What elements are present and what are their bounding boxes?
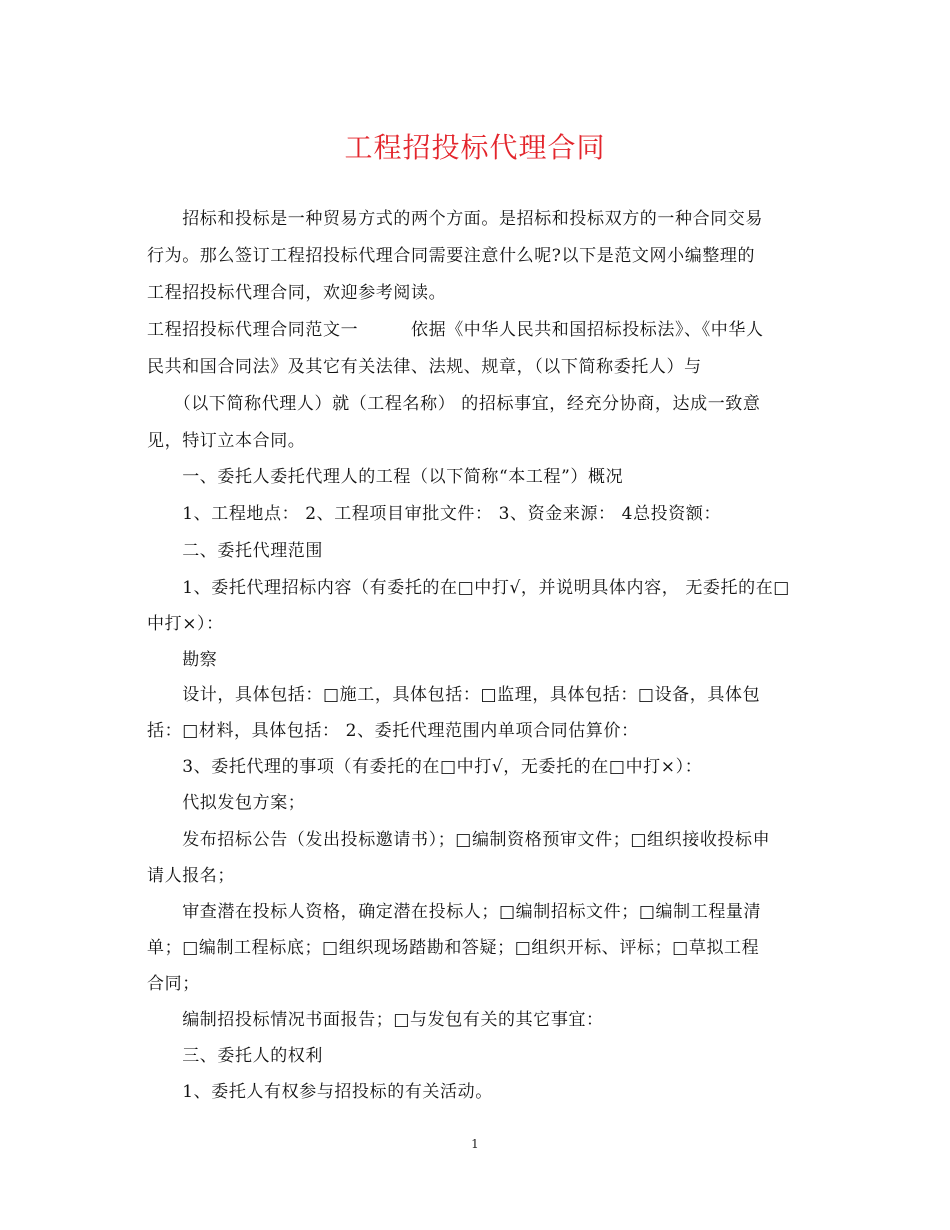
- body-line: 括：□材料，具体包括： 2、委托代理范围内单项合同估算价：: [147, 721, 639, 741]
- body-line: 1、工程地点： 2、工程项目审批文件： 3、资金来源： 4总投资额：: [147, 504, 722, 524]
- body-line: 二、委托代理范围: [147, 541, 323, 561]
- body-line: 代拟发包方案；: [147, 793, 306, 813]
- body-line: 勘察: [147, 650, 218, 670]
- body-line: 招标和投标是一种贸易方式的两个方面。是招标和投标双方的一种合同交易: [147, 209, 763, 229]
- body-line: 编制招投标情况书面报告；□与发包有关的其它事宜：: [147, 1010, 604, 1030]
- document-title: 工程招投标代理合同: [344, 131, 606, 164]
- body-line: 请人报名；: [147, 866, 235, 886]
- body-line: 3、委托代理的事项（有委托的在□中打√，无委托的在□中打×）：: [147, 757, 703, 777]
- body-line: 1、委托代理招标内容（有委托的在□中打√，并说明具体内容， 无委托的在□: [147, 578, 790, 598]
- body-line: 行为。那么签订工程招投标代理合同需要注意什么呢?以下是范文网小编整理的: [147, 246, 756, 266]
- body-line: 工程招投标代理合同范文一 依据《中华人民共和国招标投标法》、《中华人: [147, 320, 764, 340]
- body-line: 审查潜在投标人资格，确定潜在投标人；□编制招标文件；□编制工程量清: [147, 902, 762, 922]
- body-line: 发布招标公告（发出投标邀请书）；□编制资格预审文件；□组织接收投标申: [147, 830, 771, 850]
- body-line: 设计，具体包括：□施工，具体包括：□监理，具体包括：□设备，具体包: [147, 685, 761, 705]
- body-line: 民共和国合同法》及其它有关法律、法规、规章，（以下简称委托人）与: [147, 357, 702, 377]
- body-line: 单；□编制工程标底；□组织现场踏勘和答疑；□组织开标、评标；□草拟工程: [147, 938, 760, 958]
- body-line: （以下简称代理人）就（工程名称） 的招标事宜，经充分协商，达成一致意: [147, 394, 761, 414]
- body-line: 合同；: [147, 974, 200, 994]
- body-line: 一、委托人委托代理人的工程（以下简称“本工程”）概况: [147, 467, 624, 487]
- body-line: 工程招投标代理合同，欢迎参考阅读。: [147, 283, 447, 303]
- body-line: 三、委托人的权利: [147, 1046, 323, 1066]
- body-line: 1、委托人有权参与招投标的有关活动。: [147, 1082, 493, 1102]
- page-number: 1: [471, 1137, 479, 1151]
- body-line: 见，特订立本合同。: [147, 431, 306, 451]
- body-line: 中打×）：: [147, 614, 224, 634]
